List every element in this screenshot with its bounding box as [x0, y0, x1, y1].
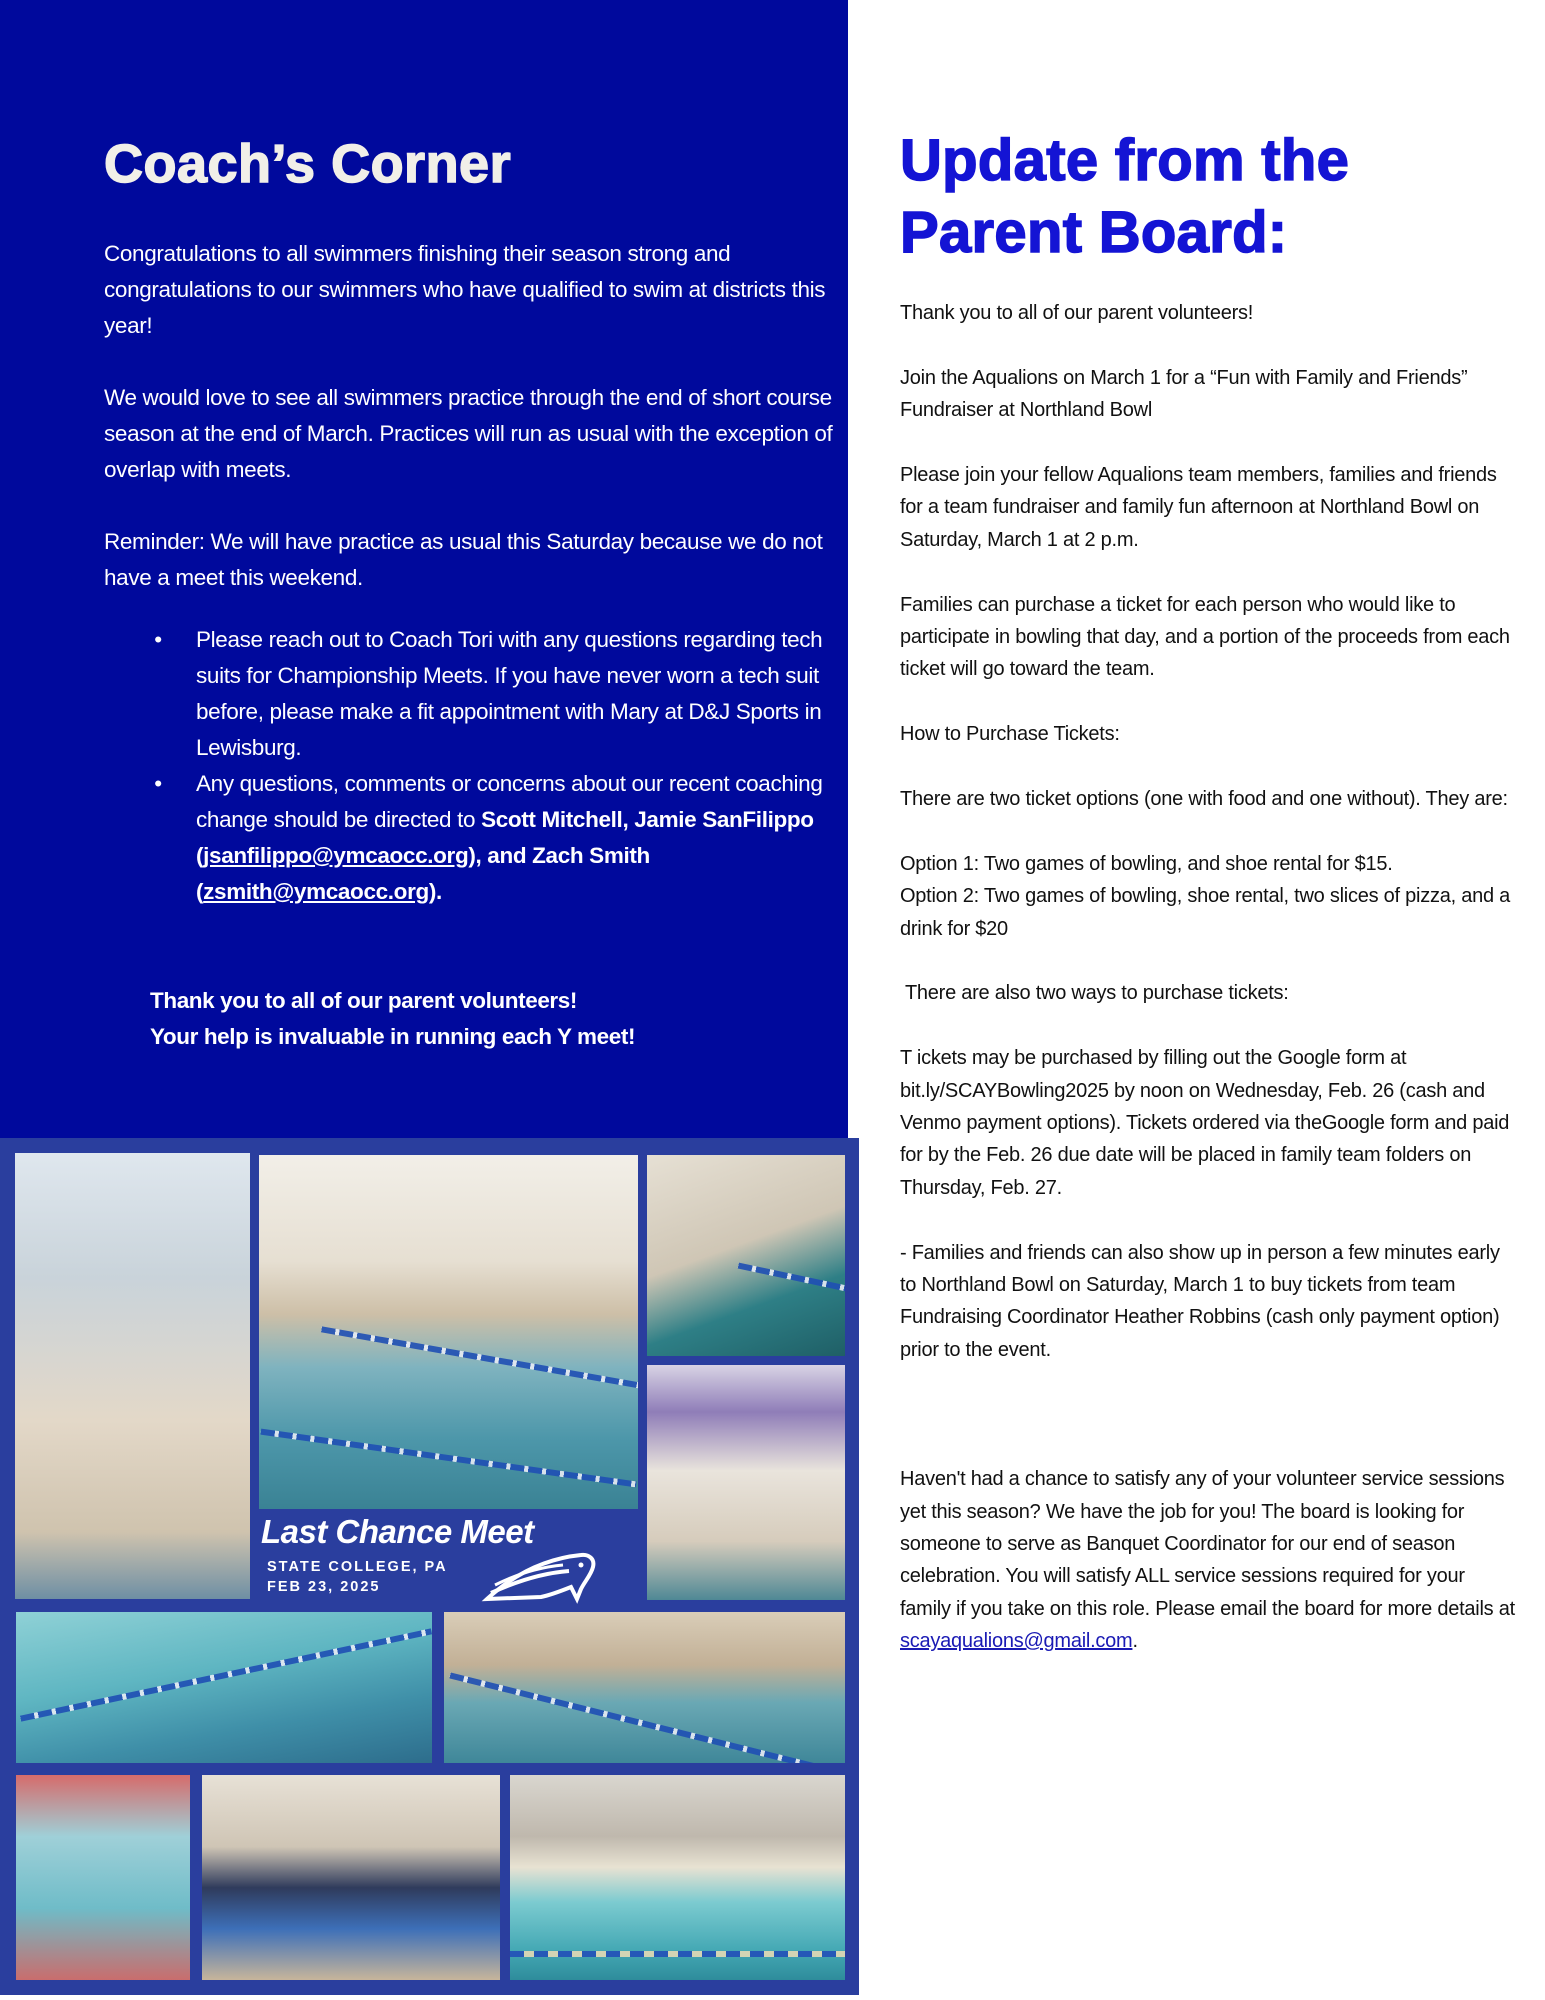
photo-relay-start: [444, 1612, 845, 1763]
parent-board-body: [900, 297, 1515, 1690]
contact-names-2: ), and Zach Smith (: [196, 843, 650, 904]
parent-board-title-line-2: Parent Board:: [900, 200, 1288, 265]
coach-bullet-coaching-change: [104, 766, 834, 910]
board-option-1: Option 1: Two games of bowling, and shoe rental for $15.: [900, 852, 1393, 875]
meet-photo-collage: [0, 1138, 859, 1995]
lane-rope: [510, 1951, 845, 1957]
contact-end: ).: [428, 879, 442, 904]
meet-location: STATE COLLEGE, PA: [267, 1559, 448, 1575]
board-option-2: Option 2: Two games of bowling, shoe rental, two slices of pizza, and a drink for $20: [900, 885, 1511, 940]
volunteer-thanks-line-1: Thank you to all of our parent volunteers!: [150, 988, 577, 1013]
bullet-icon: •: [154, 771, 162, 796]
board-way-in-person: - Families and friends can also show up in person a few minutes early to Northland Bowl on Saturday, March 1 to buy tickets from team Fundraising Coordinator Heather Robbins (cash only payment option) prior to the event.: [900, 1241, 1500, 1361]
lane-rope: [20, 1628, 432, 1721]
lane-rope: [449, 1672, 845, 1763]
coach-paragraph-congratulations: Congratulations to all swimmers finishing their season strong and congratulations to our swimmers who have qualified to swim at districts this year!: [104, 241, 826, 338]
board-thanks: Thank you to all of our parent volunteers!: [900, 302, 1254, 324]
photo-butterfly-swimmer: [16, 1775, 190, 1980]
meet-title: Last Chance Meet: [261, 1513, 534, 1550]
board-how-to-heading: How to Purchase Tickets:: [900, 723, 1120, 746]
lane-rope: [738, 1263, 845, 1294]
lane-rope: [321, 1326, 638, 1389]
board-join: Join the Aqualions on March 1 for a “Fun with Family and Friends” Fundraiser at Northland Bowl: [900, 366, 1468, 422]
coach-bullet-tech-suits: [104, 622, 834, 766]
bullet-text: Any questions, comments or concerns about our recent coaching change should be directed to: [196, 771, 823, 832]
email-link-scayaqualions[interactable]: scayaqualions@gmail.com: [900, 1630, 1133, 1653]
parent-board-title-line-1: Update from the: [900, 128, 1350, 193]
photo-swimmers-at-lane: [16, 1612, 432, 1763]
coach-paragraph-reminder: Reminder: We will have practice as usual this Saturday because we do not have a meet this weekend.: [104, 529, 823, 590]
photo-swimmer-and-coach: [647, 1365, 845, 1600]
email-link-jsanfilippo[interactable]: jsanfilippo@ymcaocc.org: [203, 843, 469, 868]
photo-team-group: [202, 1775, 500, 1980]
board-tickets-info: Families can purchase a ticket for each person who would like to participate in bowling that day, and a portion of the proceeds from each ticket will go toward the team.: [900, 593, 1510, 681]
contact-names: Scott Mitchell, Jamie SanFilippo (: [196, 807, 814, 868]
photo-natatorium: [510, 1775, 845, 1980]
meet-banner: [259, 1513, 638, 1601]
coach-paragraph-practice: We would love to see all swimmers practice through the end of short course season at the end of March. Practices will run as usual with the exception of overlap with meets.: [104, 385, 833, 482]
parent-board-title: [900, 125, 1349, 269]
coach-corner-body: [104, 236, 834, 632]
email-link-zsmith[interactable]: zsmith@ymcaocc.org: [203, 879, 429, 904]
photo-coach-at-blocks: [647, 1155, 845, 1356]
board-way-online: T ickets may be purchased by filling out the Google form at bit.ly/SCAYBowling2025 by noon on Wednesday, Feb. 26 (cash and Venmo payment options). Tickets ordered via theGoogle form and paid for by the Feb. 26 due date will be placed in family team folders on Thursday, Feb. 27.: [900, 1047, 1510, 1199]
board-options-intro: There are two ticket options (one with food and one without). They are:: [900, 788, 1508, 811]
board-volunteer: [900, 1463, 1515, 1657]
bullet-text: Please reach out to Coach Tori with any questions regarding tech suits for Championship Meets. If you have never worn a tech suit before, please make a fit appointment with Mary at D&J Sports in Lewisburg.: [196, 627, 823, 760]
volunteer-end: .: [1132, 1630, 1138, 1653]
aqualions-lion-logo-icon: [481, 1537, 601, 1607]
lane-rope: [260, 1429, 636, 1488]
volunteer-thanks: [150, 983, 635, 1055]
photo-team-in-pool: [259, 1155, 638, 1509]
bullet-icon: •: [154, 627, 162, 652]
volunteer-text: Haven't had a chance to satisfy any of your volunteer service sessions yet this season? We have the job for you! The board is looking for someone to serve as Banquet Coordinator for our end of season celebration. You will satisfy ALL service sessions required for your family if you take on this role. Please email the board for more details at: [900, 1468, 1515, 1620]
photo-swimmers-cheering: [15, 1153, 250, 1599]
coach-bullet-list: [104, 622, 834, 910]
volunteer-thanks-line-2: Your help is invaluable in running each Y meet!: [150, 1024, 636, 1049]
coach-corner-title: Coach’s Corner: [104, 134, 512, 194]
board-ways-intro: There are also two ways to purchase tickets:: [900, 982, 1289, 1005]
meet-date: FEB 23, 2025: [267, 1579, 381, 1595]
board-invite: Please join your fellow Aqualions team members, families and friends for a team fundraiser and family fun afternoon at Northland Bowl on Saturday, March 1 at 2 p.m.: [900, 464, 1497, 551]
coach-corner-panel: [0, 0, 848, 1138]
